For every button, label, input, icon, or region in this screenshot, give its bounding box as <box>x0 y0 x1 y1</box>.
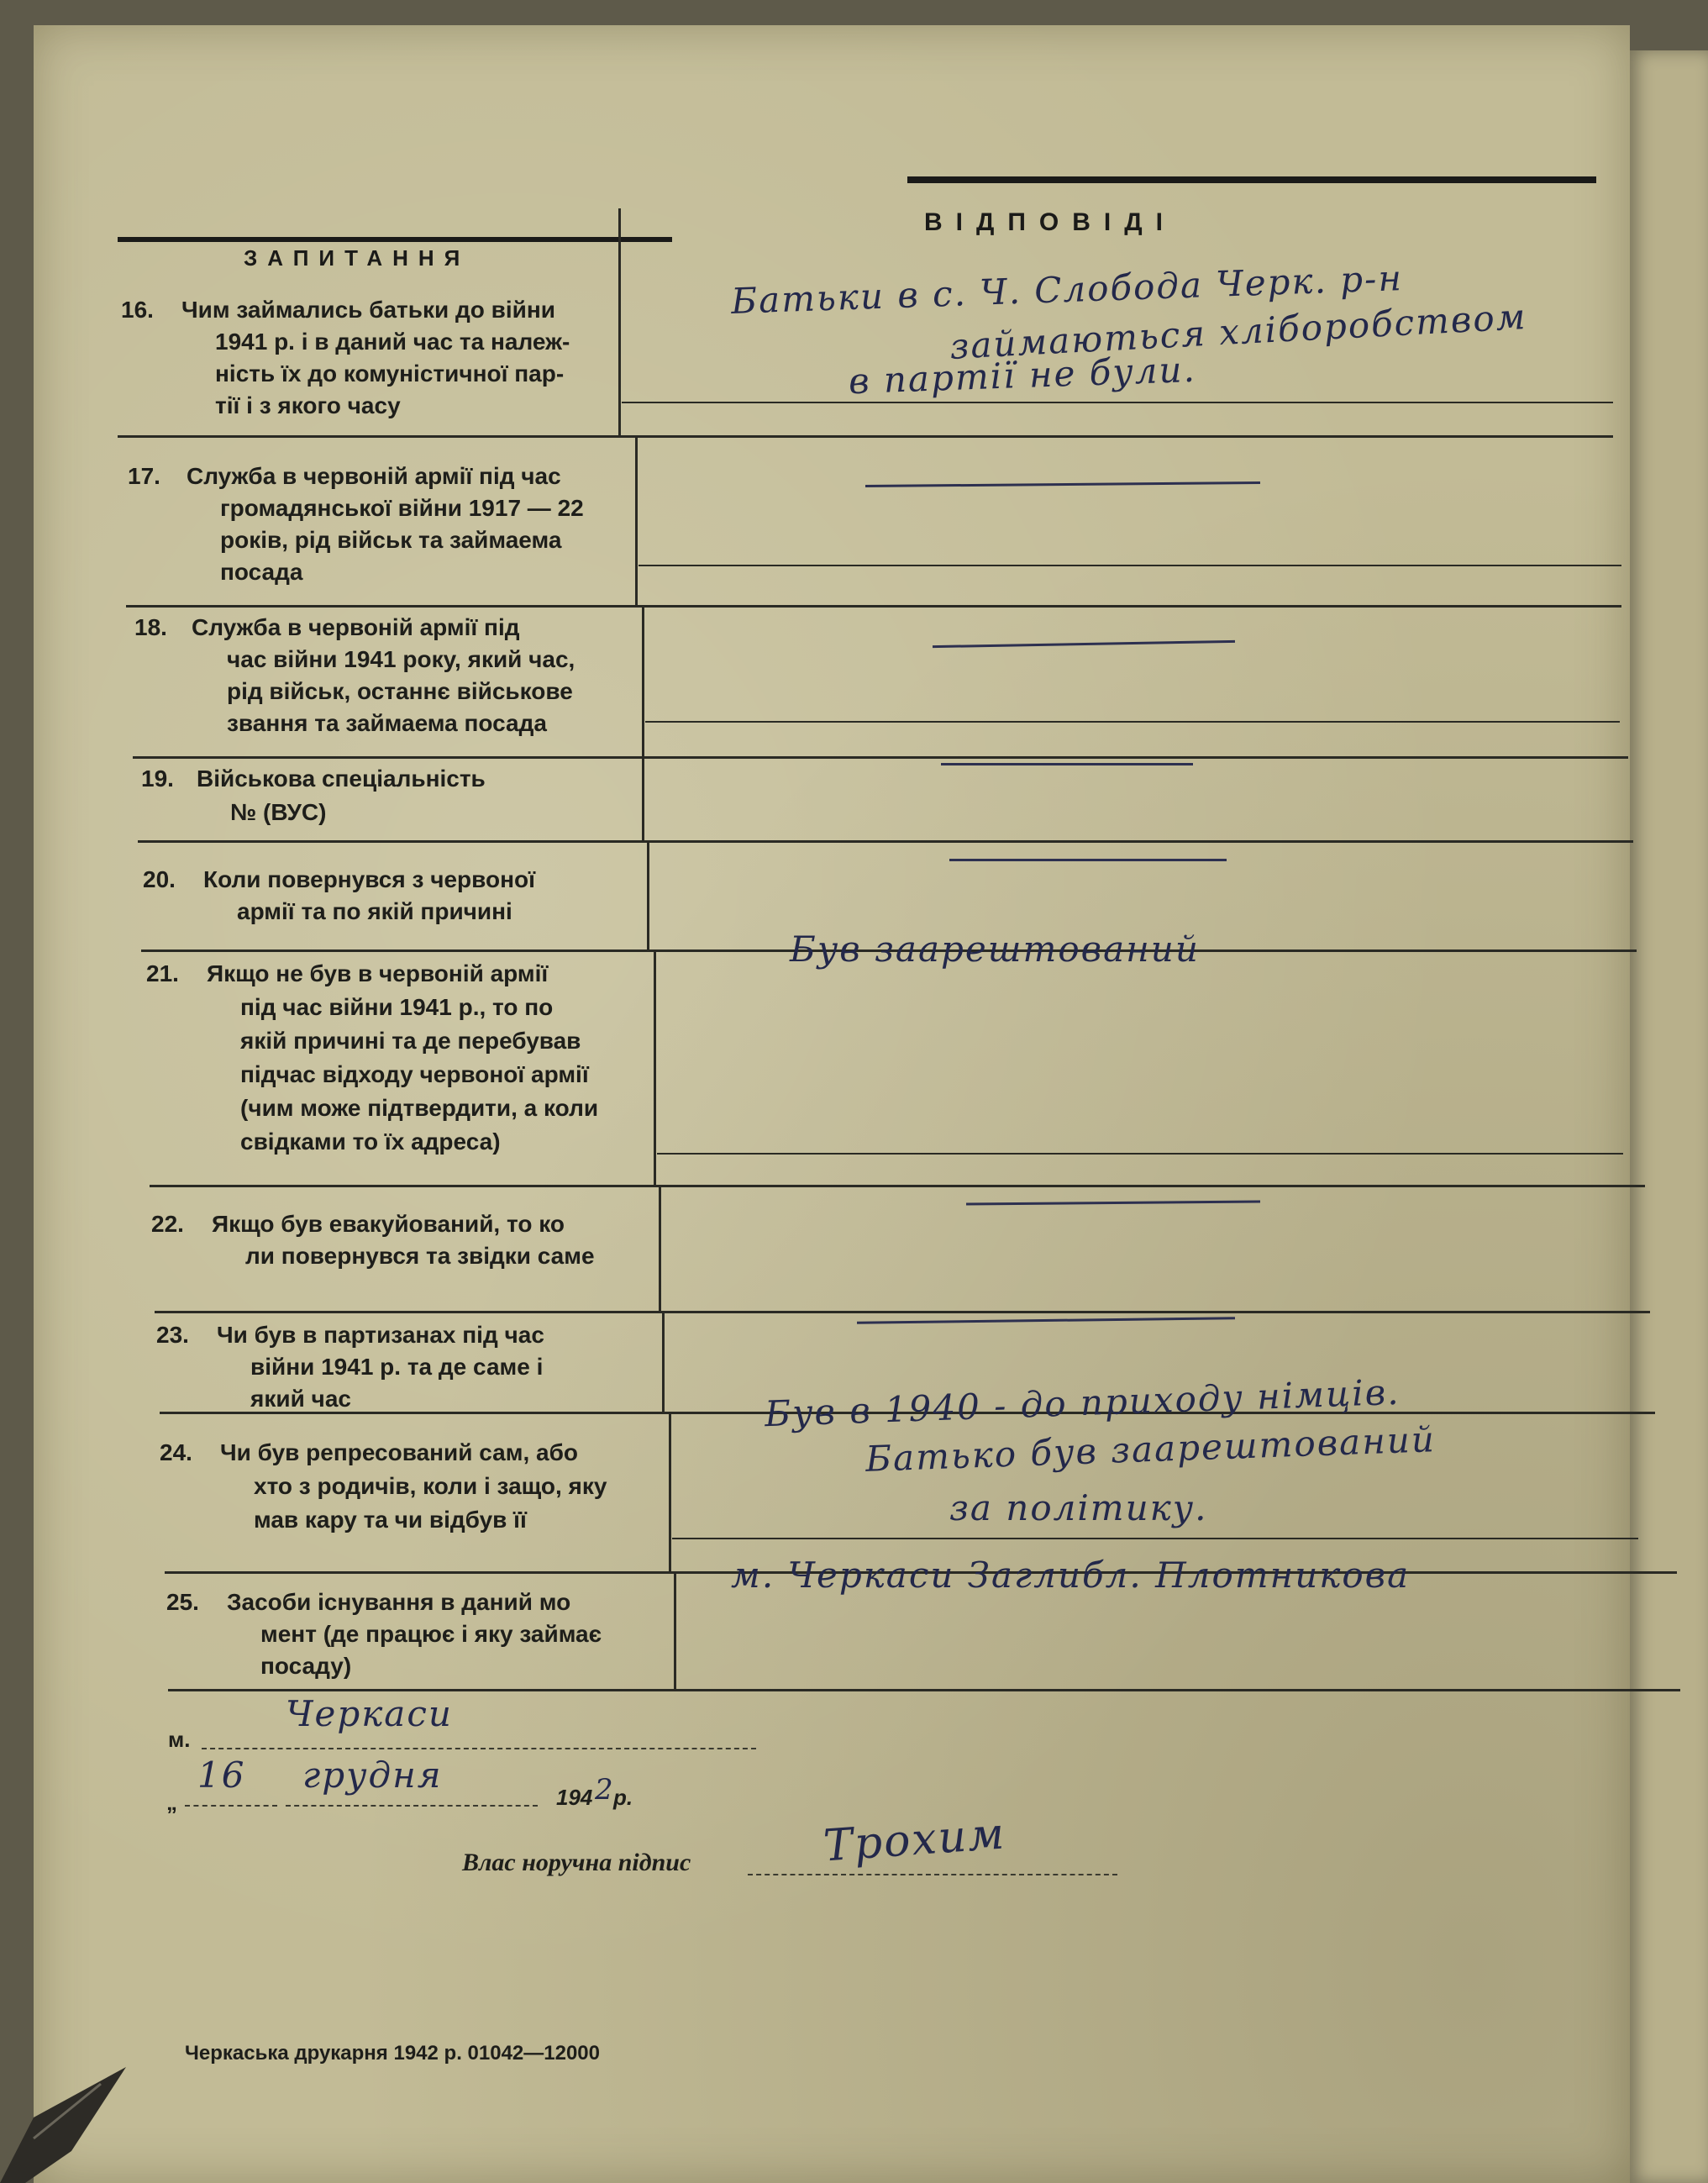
answer-19-dash <box>941 763 1193 765</box>
answer-20-dash <box>949 859 1227 861</box>
column-divider <box>674 1571 676 1689</box>
question-number: 20. <box>143 866 176 892</box>
date-year-digit: 2 <box>595 1773 615 1807</box>
row-divider <box>155 1311 1650 1313</box>
question-line: Служба в червоній армії під час <box>187 463 561 489</box>
answer-24-line-1: Був в 1940 - до приходу німців. <box>764 1370 1401 1435</box>
question-line: Чи був в партизанах під час <box>217 1322 544 1348</box>
column-divider <box>642 605 644 756</box>
answer-line <box>672 1538 1638 1539</box>
question-line: громадянської війни 1917 — 22 <box>220 495 584 521</box>
header-rule-top <box>907 176 1596 183</box>
question-line: Коли повернувся з червоної <box>203 866 535 892</box>
form-page <box>34 25 1630 2183</box>
answer-16-line-1: Батьки в с. Ч. Слобода Черк. р-н <box>730 257 1404 322</box>
date-month: грудня <box>302 1754 443 1796</box>
question-number: 24. <box>160 1439 192 1465</box>
question-line: звання та займаема посада <box>227 710 547 736</box>
place-line <box>202 1748 756 1749</box>
column-divider <box>662 1311 665 1412</box>
signature-value: Трохим <box>822 1808 1008 1872</box>
question-line: Чим займались батьки до війни <box>181 297 555 323</box>
place-value: Черкаси <box>286 1693 453 1734</box>
question-line: посада <box>220 559 303 585</box>
answer-line <box>657 1153 1623 1155</box>
date-suffix: р. <box>613 1785 633 1810</box>
question-line: ність їх до комуністичної пар- <box>215 360 565 387</box>
question-line: 1941 р. і в даний час та належ- <box>215 329 570 355</box>
adjacent-page-edge <box>1630 50 1708 2183</box>
row-divider <box>133 756 1628 759</box>
row-divider <box>138 840 1633 843</box>
row-divider <box>126 605 1621 608</box>
question-line: Засоби існування в даний мо <box>227 1589 571 1615</box>
question-line: посаду) <box>260 1653 352 1679</box>
column-divider <box>635 435 638 605</box>
question-number: 17. <box>128 463 160 489</box>
question-line: армії та по якій причині <box>237 898 512 924</box>
column-divider <box>642 756 644 840</box>
question-line: Якщо не був в червоній армії <box>207 960 549 986</box>
question-line: Якщо був евакуйований, то ко <box>212 1211 565 1237</box>
question-line: під час війни 1941 р., то по <box>240 994 554 1020</box>
answer-22-dash <box>966 1200 1260 1205</box>
column-divider <box>618 208 621 435</box>
date-month-line <box>286 1805 538 1807</box>
row-divider <box>150 1185 1645 1187</box>
header-left-title: ЗАПИТАННЯ <box>244 245 470 271</box>
question-line: № (ВУС) <box>230 799 327 825</box>
answer-line <box>639 565 1621 566</box>
answer-line <box>645 721 1620 723</box>
header-rule-left <box>118 237 672 242</box>
date-year-prefix: 194 <box>556 1785 593 1810</box>
date-day: 16 <box>197 1754 246 1796</box>
column-divider <box>647 840 649 949</box>
place-prefix: м. <box>168 1727 191 1752</box>
answer-16-line-2: займаються хліборобством <box>949 296 1528 367</box>
question-line: Військова спеціальність <box>197 765 486 792</box>
question-line: хто з родичів, коли і защо, яку <box>254 1473 607 1499</box>
header-right-title: ВІДПОВІДІ <box>924 208 1176 236</box>
answer-16-line-3: в партії не були. <box>848 348 1197 402</box>
question-line: війни 1941 р. та де саме і <box>250 1354 544 1380</box>
question-line: час війни 1941 року, який час, <box>227 646 575 672</box>
date-open-quote: „ <box>166 1790 177 1815</box>
question-number: 19. <box>141 765 174 792</box>
answer-21-line-1: Був заарештований <box>790 928 1200 970</box>
question-line: тії і з якого часу <box>215 392 401 418</box>
question-number: 25. <box>166 1589 199 1615</box>
question-line: ли повернувся та звідки саме <box>245 1243 595 1269</box>
answer-25-line-1: м. Черкаси Заглибл. Плотникова <box>731 1554 1411 1596</box>
pen-nib-icon <box>0 2059 126 2183</box>
answer-line <box>622 402 1613 403</box>
question-line: свідками то їх адреса) <box>240 1128 501 1155</box>
signature-label: Влас норучна підпис <box>462 1849 691 1876</box>
signature-line <box>748 1874 1117 1875</box>
question-line: який час <box>250 1386 351 1412</box>
column-divider <box>659 1185 661 1311</box>
question-number: 22. <box>151 1211 184 1237</box>
answer-18-dash <box>933 640 1235 648</box>
row-divider <box>168 1689 1680 1691</box>
printer-line: Черкаська друкарня 1942 р. 01042—12000 <box>185 2042 601 2065</box>
question-line: Служба в червоній армії під <box>192 614 520 640</box>
column-divider <box>669 1412 671 1571</box>
answer-23-dash <box>857 1317 1235 1323</box>
answer-17-dash <box>865 481 1260 487</box>
question-line: мент (де працює і яку займає <box>260 1621 602 1647</box>
question-line: підчас відходу червоної армії <box>240 1061 589 1087</box>
question-number: 16. <box>121 297 154 323</box>
question-line: Чи був репресований сам, або <box>220 1439 578 1465</box>
date-day-line <box>185 1805 277 1807</box>
answer-24-line-2: Батько був заарештований <box>865 1418 1437 1480</box>
column-divider <box>654 949 656 1185</box>
question-number: 21. <box>146 960 179 986</box>
question-line: (чим може підтвердити, а коли <box>240 1095 599 1121</box>
question-number: 18. <box>134 614 167 640</box>
question-line: якій причині та де перебував <box>240 1028 581 1054</box>
answer-24-line-3: за політику. <box>949 1487 1208 1528</box>
question-line: років, рід військ та займаема <box>220 527 562 553</box>
question-line: мав кару та чи відбув її <box>254 1507 527 1533</box>
question-number: 23. <box>156 1322 189 1348</box>
row-divider <box>118 435 1613 438</box>
question-line: рід військ, останнє військове <box>227 678 573 704</box>
